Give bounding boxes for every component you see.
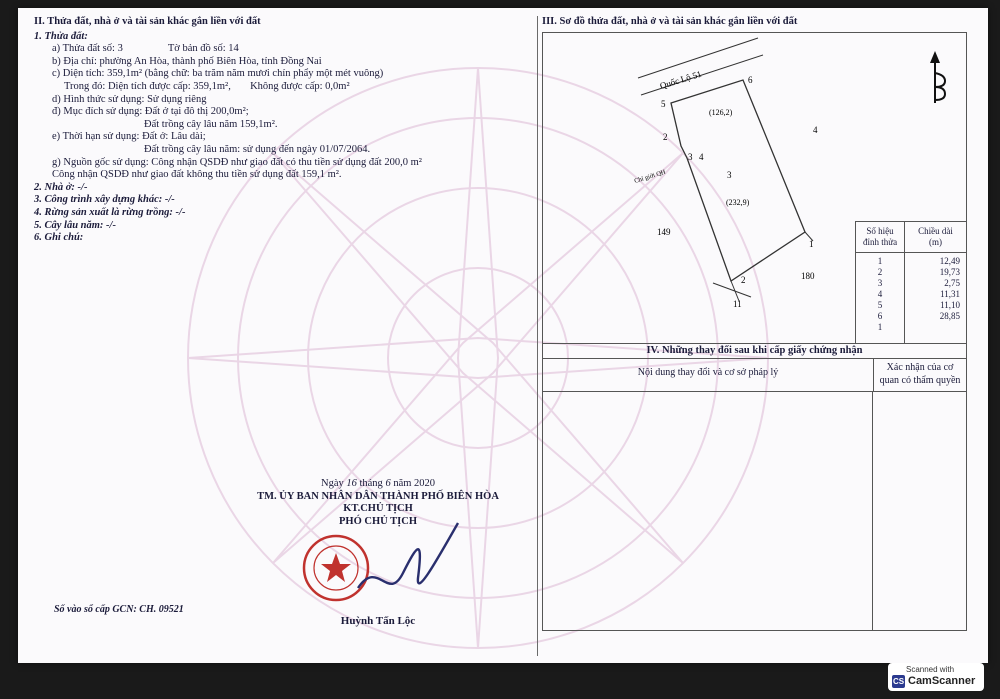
- edge-length: 2,75: [944, 278, 960, 288]
- item-1-label: 1. Thửa đất:: [34, 30, 88, 42]
- vertex-id: 6: [877, 311, 883, 321]
- usage-term: e) Thời hạn sử dụng: Đất ở: Lâu dài;: [52, 131, 206, 143]
- vertex-table-body: [856, 253, 966, 333]
- vertex-4: 4: [699, 152, 704, 162]
- vertex-table-row: [856, 322, 966, 333]
- handwritten-signature: [348, 518, 468, 608]
- section-3-title-row: [542, 16, 978, 29]
- kt-title: KT.CHỦ TỊCH: [343, 503, 413, 514]
- vertex-table-header: Số hiệu đỉnh thửa Chiều dài (m): [856, 222, 966, 253]
- item-2: 2. Nhà ở: -/-: [34, 181, 88, 193]
- parcel-area-label: (232,9): [726, 198, 750, 207]
- usage-purpose: đ) Mục đích sử dụng: Đất ở tại đô thị 200,0m²;: [52, 106, 249, 118]
- vertex-table-row: [856, 267, 966, 278]
- boundary-label: Chỉ giới QH: [633, 168, 667, 185]
- granted-area: Trong đó: Diện tích được cấp: 359,1m²,: [64, 80, 231, 92]
- camscanner-brand: CamScanner: [908, 675, 976, 687]
- edge-length: 11,31: [940, 289, 960, 299]
- map-sheet-number: Tờ bản đồ số: 14: [167, 43, 239, 55]
- usage-term-2: Đất trồng cây lâu năm: sử dụng đến ngày 01/07/2064.: [144, 143, 371, 155]
- vertex-id: 3: [877, 278, 883, 288]
- change-content-header: Nội dung thay đổi và cơ sở pháp lý: [543, 359, 874, 391]
- signer-name: Huỳnh Tấn Lộc: [340, 615, 416, 627]
- item-4: 4. Rừng sản xuất là rừng trồng: -/-: [34, 206, 186, 218]
- parcel-number-label: 3: [727, 170, 732, 180]
- edge-length: 11,10: [940, 300, 960, 310]
- area: c) Diện tích: 359,1m² (bằng chữ: ba trăm năm mươi chín phẩy một mét vuông): [52, 68, 384, 80]
- vertex-id: 2: [877, 267, 883, 277]
- vertex-3: 3: [688, 152, 693, 162]
- signer-role: PHÓ CHỦ TỊCH: [339, 515, 417, 527]
- usage-origin-2: Công nhận QSDĐ như giao đất không thu tiền sử dụng đất 159,1 m².: [52, 169, 342, 181]
- address: b) Địa chỉ: phường An Hòa, thành phố Biên Hòa, tỉnh Đồng Nai: [52, 55, 322, 67]
- neighbor-11: 11: [733, 299, 742, 309]
- edge-length: 19,73: [939, 267, 960, 277]
- scanned-with-label: Scanned with: [906, 665, 955, 674]
- neighbor-4: 4: [813, 125, 818, 135]
- section-3-title: III. Sơ đồ thửa đất, nhà ở và tài sản khác gắn liền với đất: [542, 16, 798, 27]
- edge-length: [904, 322, 966, 333]
- vertex-table-row: [856, 278, 966, 289]
- parcel-number-row: [34, 43, 534, 56]
- vertex-table-row: [856, 256, 966, 267]
- parcel-outline: [671, 80, 805, 281]
- vertex-1: 1: [809, 239, 814, 249]
- column-divider: [537, 16, 538, 656]
- item-5: 5. Cây lâu năm: -/-: [34, 219, 116, 231]
- not-granted-area: Không được cấp: 0,0m²: [250, 80, 350, 92]
- usage-form: d) Hình thức sử dụng: Sử dụng riêng: [52, 93, 207, 105]
- usage-purpose-2: Đất trồng cây lâu năm 159,1m².: [144, 118, 278, 130]
- parcel-sketch: [542, 32, 967, 344]
- north-arrow-icon: [930, 51, 945, 103]
- authority-confirm-header: Xác nhận của cơ quan có thẩm quyền: [879, 362, 961, 386]
- vertex-id: 1: [877, 256, 883, 266]
- vertex-table-row: [856, 300, 966, 311]
- vertex-6: 6: [748, 75, 753, 85]
- vertex-id: 4: [877, 289, 883, 299]
- section-4-title: IV. Những thay đổi sau khi cấp giấy chứng nhận: [543, 344, 966, 359]
- vertex-table-row: [856, 289, 966, 300]
- section-4-header: [543, 359, 966, 392]
- vertex-table: [855, 221, 966, 343]
- neighbor-149: 149: [657, 227, 671, 237]
- item-6: 6. Ghi chú:: [34, 232, 84, 244]
- section-2: [34, 16, 534, 245]
- edge-length: 28,85: [939, 311, 960, 321]
- usage-origin: g) Nguồn gốc sử dụng: Công nhận QSDĐ như giao đất có thu tiền sử dụng đất 200,0 m²: [52, 156, 422, 168]
- vertex-id: 5: [877, 300, 883, 310]
- vertex-2: 2: [741, 275, 746, 285]
- section-4: [542, 344, 967, 631]
- neighbor-180: 180: [801, 271, 815, 281]
- camscanner-badge: [888, 663, 984, 691]
- certificate-sheet: [18, 8, 988, 663]
- parcel-number: a) Thửa đất số: 3: [52, 43, 123, 55]
- neighbor-2: 2: [663, 132, 668, 142]
- vertex-id: 1: [877, 322, 883, 332]
- serial-number: Số vào sổ cấp GCN: CH. 09521: [54, 604, 184, 615]
- edge-length: 12,49: [939, 256, 960, 266]
- vertex-table-row: [856, 311, 966, 322]
- road-label: Quốc Lộ 51: [658, 68, 703, 91]
- section-2-title: II. Thửa đất, nhà ở và tài sản khác gắn liền với đất: [34, 16, 261, 27]
- issuing-org: TM. ỦY BAN NHÂN DÂN THÀNH PHỐ BIÊN HÒA: [257, 490, 499, 502]
- issue-date: Ngày 16 tháng 6 năm 2020: [320, 478, 436, 489]
- road-width-label: (126,2): [709, 108, 733, 117]
- area-breakdown-row: [34, 81, 534, 94]
- section-4-body: [543, 392, 966, 630]
- vertex-5: 5: [661, 99, 666, 109]
- item-3: 3. Công trình xây dựng khác: -/-: [34, 194, 175, 206]
- camscanner-logo-icon: CS: [892, 677, 905, 686]
